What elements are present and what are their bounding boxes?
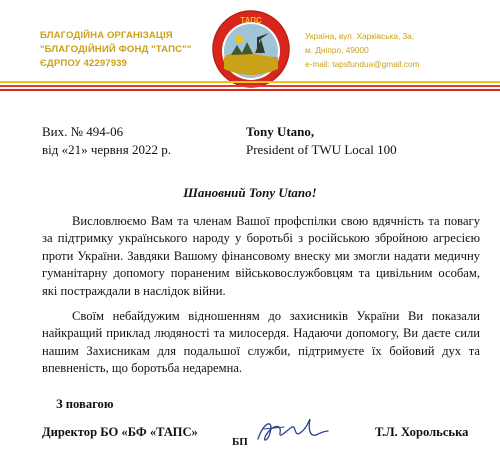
org-name-line-1: БЛАГОДІЙНА ОРГАНІЗАЦІЯ (40, 30, 173, 41)
bp-mark: БП (232, 436, 248, 448)
divider-stripe-dark-red (0, 89, 500, 91)
contact-email: e-mail: tapsfundua@gmail.com (305, 59, 420, 69)
logo-text: ТАПС (240, 16, 262, 25)
outgoing-reference (42, 123, 171, 159)
signer-name: Т.Л. Хорольська (375, 425, 469, 439)
reference-date: від «21» червня 2022 р. (42, 142, 171, 157)
contact-city: м. Дніпро, 49000 (305, 45, 369, 55)
letterhead-divider (0, 81, 500, 93)
signer-title: Директор БО «БФ «ТАПС» (42, 425, 198, 439)
closing-phrase: З повагою (56, 397, 114, 411)
reference-number: Вих. № 494-06 (42, 124, 124, 139)
handwritten-signature (250, 411, 330, 451)
org-registry-code: ЄДРПОУ 42297939 (40, 58, 127, 69)
organization-letterhead (40, 29, 191, 71)
divider-stripe-yellow (0, 81, 500, 83)
recipient-title: President of TWU Local 100 (246, 142, 397, 157)
contact-address: Україна, вул. Харківська, 3а, (305, 31, 415, 41)
body-paragraph-1: Висловлюємо Вам та членам Вашої профспілки свою вдячність та повагу за підтримку українського народу у боротьбі з російською збройною агресією проти України. Завдяки Вашому фінансовому внеску ми змогли надати медичну гуманітарну допомогу пораненим військовослужбовцям та цивільним особам, які постраждали в наслідок війни. (42, 214, 480, 298)
body-paragraph-2: Своїм небайдужим відношенням до захисників України Ви показали найкращий приклад людяності та милосердя. Надаючи допомогу, Ви даєте сили нашим Захисникам для подальшої служби, підтримуєте їх бойовий дух та впевненість, що боротьба недаремна. (42, 309, 480, 376)
contact-block (305, 29, 420, 71)
greeting: Шановний Tony Utano! (183, 185, 317, 200)
taps-logo-icon (211, 9, 291, 89)
divider-stripe-red (0, 85, 500, 87)
org-name-line-2: "БЛАГОДІЙНИЙ ФОНД "ТАПС"" (40, 44, 192, 55)
recipient-name: Tony Utano, (246, 124, 315, 139)
recipient-block (246, 123, 397, 159)
